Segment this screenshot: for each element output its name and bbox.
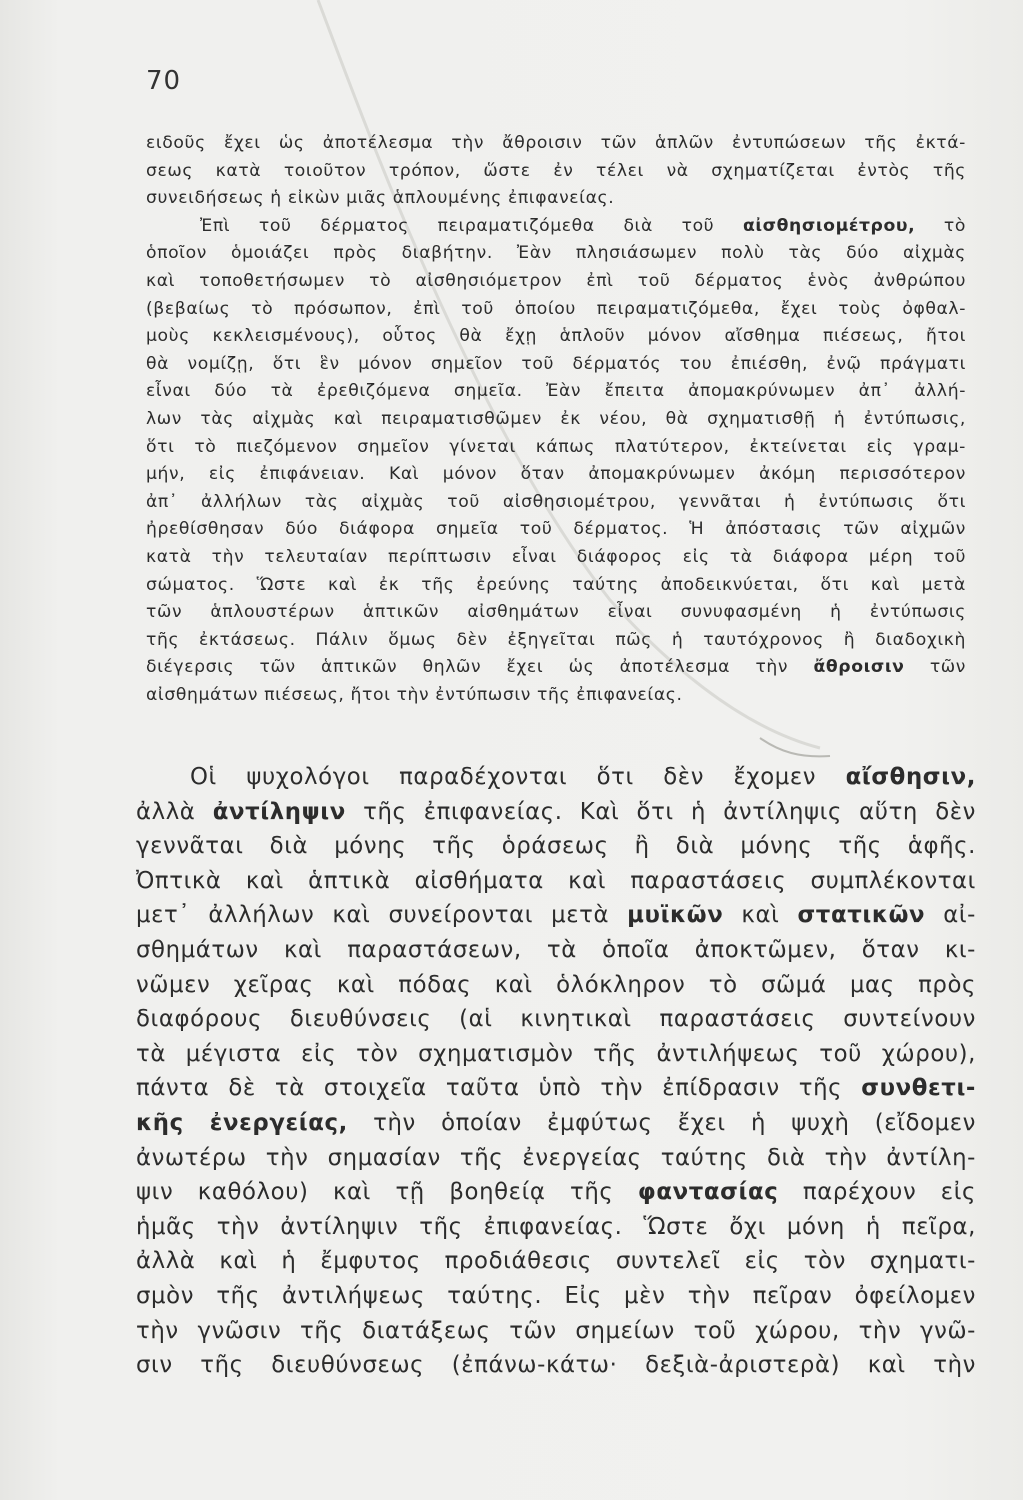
text-run: Ὀπτικὰ καὶ ἁπτικὰ αἰσθήματα καὶ παραστάσεις συμπλέκονται [136, 867, 976, 894]
text-line [146, 489, 966, 517]
text-run: τὸ [915, 215, 966, 236]
text-line [136, 864, 976, 899]
text-line [146, 130, 966, 158]
text-run: σώματος. Ὥστε καὶ ἐκ τῆς ἐρεύνης ταύτης ἀποδεικνύεται, ὅτι καὶ μετὰ [146, 574, 966, 595]
text-run: μήν, εἰς ἐπιφάνειαν. Καὶ μόνον ὅταν ἀπομακρύνωμεν ἀκόμη περισσότερον [146, 464, 966, 485]
text-run: παρέχουν εἰς [778, 1179, 976, 1206]
text-line [136, 968, 976, 1003]
text-run: ἀλλὰ καὶ ἡ ἔμφυτος προδιάθεσις συντελεῖ εἰς τὸν σχηματι- [136, 1248, 976, 1275]
text-line [136, 933, 976, 968]
text-line [146, 296, 966, 324]
text-line [146, 323, 966, 351]
text-line [136, 1141, 976, 1176]
text-run: διέγερσις τῶν ἁπτικῶν θηλῶν ἔχει ὡς ἀποτέλεσμα τὴν [146, 657, 814, 678]
text-run: ἀνωτέρω τὴν σημασίαν τῆς ἐνεργείας ταύτης διὰ τὴν ἀντίλη- [136, 1144, 976, 1171]
text-run: καὶ τοποθετήσωμεν τὸ αἰσθησιόμετρον ἐπὶ τοῦ δέρματος ἑνὸς ἀνθρώπου [146, 270, 966, 291]
text-line [136, 1037, 976, 1072]
text-run: σιν τῆς διευθύνσεως (ἐπάνω-κάτω· δεξιὰ-ἀριστερὰ) καὶ τὴν [136, 1352, 976, 1379]
bold-term: ἄθροισιν [813, 657, 905, 678]
text-run: ἀπ᾽ ἀλλήλων τὰς αἰχμὰς τοῦ αἰσθησιομέτρου, γεννᾶται ἡ ἐντύπωσις ὅτι [146, 491, 966, 512]
bold-term: μυϊκῶν [627, 902, 724, 929]
text-run: τὴν ὁποίαν ἐμφύτως ἔχει ἡ ψυχὴ (εἴδομεν [347, 1109, 976, 1136]
bold-term: φαντασίας [637, 1179, 779, 1206]
text-line [136, 1175, 976, 1210]
text-run: Οἱ ψυχολόγοι παραδέχονται ὅτι δὲν ἔχομεν [190, 764, 846, 790]
text-line [146, 378, 966, 406]
text-run: ἀλλὰ [136, 798, 213, 825]
text-run: Ἐπὶ τοῦ δέρματος πειραματιζόμεθα διὰ τοῦ [200, 215, 743, 236]
text-run: ὁποῖον ὁμοιάζει πρὸς διαβήτην. Ἐὰν πλησιάσωμεν πολὺ τὰς δύο αἰχμὰς [146, 243, 966, 264]
text-line [146, 627, 966, 655]
text-run: ψιν καθόλου) καὶ τῇ βοηθείᾳ τῆς [136, 1179, 638, 1206]
text-run: τὴν γνῶσιν τῆς διατάξεως τῶν σημείων τοῦ χώρου, τὴν γνῶ- [136, 1317, 976, 1344]
text-line [136, 1244, 976, 1279]
page-number: 70 [146, 66, 182, 96]
text-run: γεννᾶται διὰ μόνης τῆς ὁράσεως ἢ διὰ μόνης τῆς ἁφῆς. [136, 833, 976, 860]
text-run: κατὰ τὴν τελευταίαν περίπτωσιν εἶναι διάφορος εἰς τὰ διάφορα μέρη τοῦ [146, 546, 966, 567]
text-run: αἰσθημάτων πιέσεως, ἤτοι τὴν ἐντύπωσιν τῆς ἐπιφανείας. [146, 684, 683, 705]
text-run: νῶμεν χεῖρας καὶ πόδας καὶ ὁλόκληρον τὸ σῶμά μας πρὸς [136, 971, 976, 998]
text-line [146, 351, 966, 379]
bold-term: συνθετι- [861, 1075, 976, 1102]
text-run: (βεβαίως τὸ πρόσωπον, ἐπὶ τοῦ ὁποίου πειραματιζόμεθα, ἔχει τοὺς ὀφθαλ- [146, 298, 966, 319]
text-run: τῆς ἐπιφανείας. Καὶ ὅτι ἡ ἀντίληψις αὕτη δὲν [345, 798, 976, 825]
text-run: πάντα δὲ τὰ στοιχεῖα ταῦτα ὑπὸ τὴν ἐπίδρασιν τῆς [136, 1075, 862, 1102]
bold-term: κῆς ἐνεργείας, [136, 1109, 348, 1136]
text-line [136, 1210, 976, 1245]
text-run: ειδοῦς ἔχει ὡς ἀποτέλεσμα τὴν ἄθροισιν τῶν ἁπλῶν ἐντυπώσεων τῆς ἐκτά- [146, 133, 966, 153]
text-run: καὶ [723, 902, 798, 929]
text-run: σμὸν τῆς ἀντιλήψεως ταύτης. Εἰς μὲν τὴν πεῖραν ὀφείλομεν [136, 1282, 976, 1309]
bold-term: αἰσθησιομέτρου, [742, 215, 916, 236]
text-line [146, 544, 966, 572]
text-run: τὰ μέγιστα εἰς τὸν σχηματισμὸν τῆς ἀντιλήψεως τοῦ χώρου), [136, 1040, 976, 1067]
text-line [136, 1002, 976, 1037]
text-run: εἶναι δύο τὰ ἐρεθιζόμενα σημεῖα. Ἐὰν ἔπειτα ἀπομακρύνωμεν ἀπ᾽ ἀλλή- [146, 381, 966, 402]
text-line [146, 158, 966, 186]
text-run: σεως κατὰ τοιοῦτον τρόπον, ὥστε ἐν τέλει νὰ σχηματίζεται ἐντὸς τῆς [146, 160, 966, 181]
text-line [136, 1348, 976, 1383]
text-run: ἡμᾶς τὴν ἀντίληψιν τῆς ἐπιφανείας. Ὥστε ὄχι μόνη ἡ πεῖρα, [136, 1213, 976, 1240]
text-line [136, 829, 976, 864]
text-line [146, 434, 966, 462]
text-run: μοὺς κεκλεισμένους), οὗτος θὰ ἔχῃ ἁπλοῦν μόνον αἴσθημα πιέσεως, ἤτοι [146, 326, 966, 347]
text-line [136, 1279, 976, 1314]
text-line [146, 599, 966, 627]
text-line [146, 572, 966, 600]
text-run: συνειδήσεως ἡ εἰκὼν μιᾶς ἁπλουμένης ἐπιφανείας. [146, 188, 615, 209]
text-line [136, 1314, 976, 1349]
text-run: τῶν ἁπλουστέρων ἁπτικῶν αἰσθημάτων εἶναι συνυφασμένη ἡ ἐντύπωσις [146, 602, 966, 623]
bold-term: στατικῶν [797, 902, 926, 929]
text-line [146, 213, 966, 241]
text-run: αἰ- [925, 902, 976, 929]
bold-term: ἀντίληψιν [212, 798, 346, 825]
text-line [136, 1071, 976, 1106]
text-run: μετ᾽ ἀλλήλων καὶ συνείρονται μετὰ [136, 902, 628, 929]
text-line [146, 240, 966, 268]
text-run: ὅτι τὸ πιεζόμενον σημεῖον γίνεται κάπως πλατύτερον, ἐκτείνεται εἰς γραμ- [146, 436, 966, 457]
text-run: θὰ νομίζῃ, ὅτι ἓν μόνον σημεῖον τοῦ δέρματός του ἐπιέσθη, ἐνῷ πράγματι [146, 353, 966, 374]
text-line [136, 795, 976, 830]
text-line [146, 185, 966, 213]
text-run: διαφόρους διευθύνσεις (αἱ κινητικαὶ παραστάσεις συντείνουν [136, 1006, 976, 1033]
text-run: τῆς ἐκτάσεως. Πάλιν ὅμως δὲν ἐξηγεῖται πῶς ἡ ταυτόχρονος ἢ διαδοχικὴ [146, 629, 966, 650]
text-run: τῶν [904, 657, 966, 678]
text-line [146, 682, 966, 710]
text-line [146, 654, 966, 682]
paragraph-block-large-print [136, 760, 976, 1383]
text-run: λων τὰς αἰχμὰς καὶ πειραματισθῶμεν ἐκ νέου, θὰ σχηματισθῇ ἡ ἐντύπωσις, [146, 408, 966, 429]
text-line [136, 898, 976, 933]
text-run: σθημάτων καὶ παραστάσεων, τὰ ὁποῖα ἀποκτῶμεν, ὅταν κι- [136, 936, 976, 963]
text-line [146, 406, 966, 434]
text-line [136, 1106, 976, 1141]
paragraph-block-small-print [146, 130, 966, 709]
text-line [136, 760, 976, 795]
text-line [146, 516, 966, 544]
text-line [146, 268, 966, 296]
bold-term: αἴσθησιν, [845, 764, 976, 790]
text-run: ἠρεθίσθησαν δύο διάφορα σημεῖα τοῦ δέρματος. Ἡ ἀπόστασις τῶν αἰχμῶν [146, 519, 966, 540]
text-line [146, 461, 966, 489]
